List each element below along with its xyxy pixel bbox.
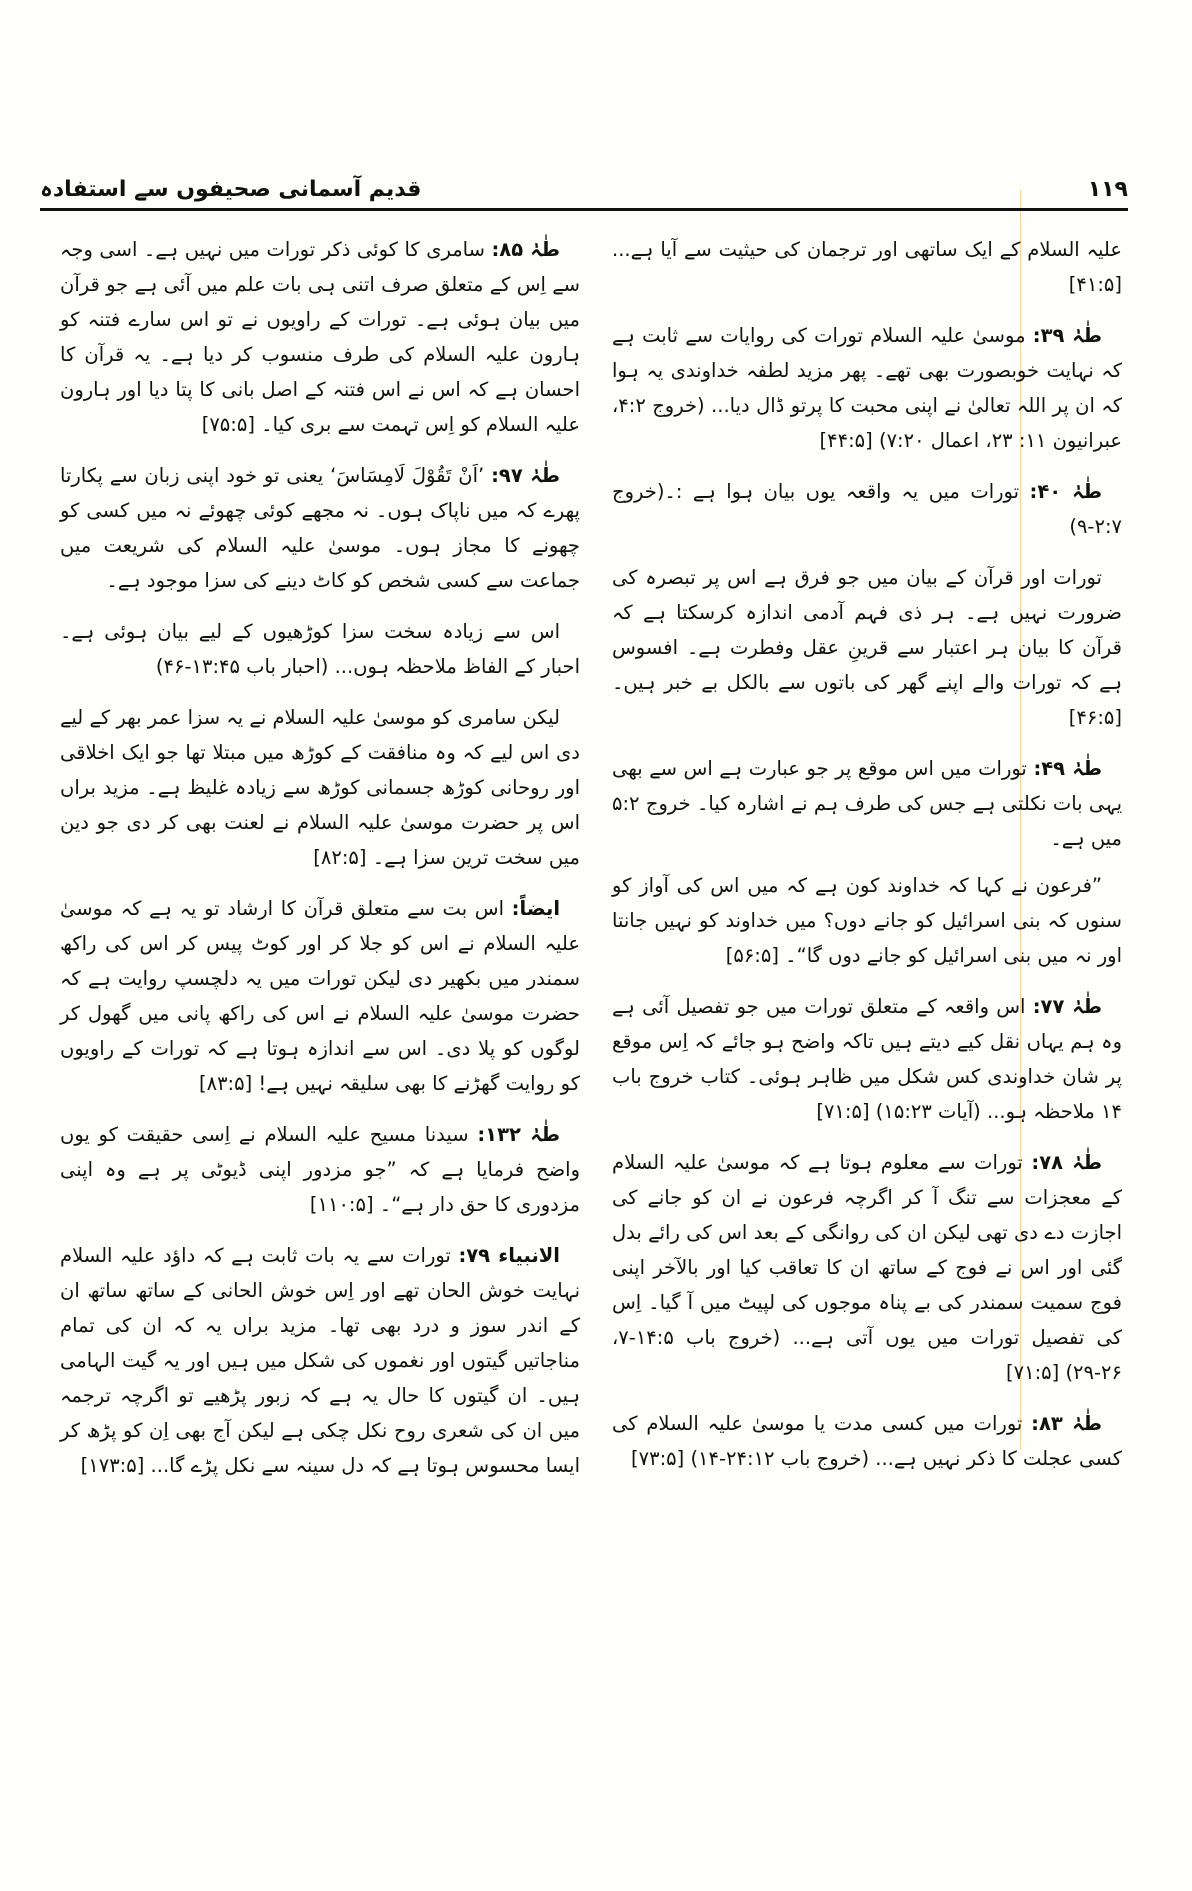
citation: [۷۳:۵] xyxy=(631,1447,685,1470)
citation: [۱۷۳:۵] xyxy=(80,1454,145,1477)
citation: [۷۵:۵] xyxy=(201,413,255,436)
paragraph xyxy=(60,458,580,598)
citation: [۵۶:۵] xyxy=(725,944,779,967)
citation: [۷۱:۵] xyxy=(1006,1361,1060,1384)
paragraph xyxy=(612,318,1122,458)
verse-reference: طٰہٰ ۹۷: xyxy=(491,464,560,487)
verse-reference: طٰہٰ ۱۳۲: xyxy=(477,1123,560,1146)
verse-reference: طٰہٰ ۷۸: xyxy=(1031,1151,1102,1174)
left-column xyxy=(60,232,580,1499)
paragraph-text: سامری کا کوئی ذکر تورات میں نہیں ہے۔ اسی وجہ سے اِس کے متعلق صرف اتنی ہی بات علم میں آئی ہے جو قرآن میں بیان ہوئی ہے۔ تورات کے راویوں نے تو اس سارے فتنہ کو ہارون علیہ السلام کی طرف منسوب کر دیا ہے۔ یہ قرآن کا احسان ہے کہ اس نے اس فتنہ کے اصل بانی کا پتا دیا اور ہارون علیہ السلام کو اِس تہمت سے بری کیا۔ xyxy=(60,238,580,436)
paragraph-text: سیدنا مسیح علیہ السلام نے اِسی حقیقت کو یوں واضح فرمایا ہے کہ ”جو مزدور اپنی ڈیوٹی پر ہے وہ اپنی مزدوری کا حق دار ہے“۔ xyxy=(60,1123,580,1216)
paragraph-text: اس بت سے متعلق قرآن کا ارشاد تو یہ ہے کہ موسیٰ علیہ السلام نے اس کو جلا کر اور کوٹ پیس کر اس کی راکھ سمندر میں بکھیر دی لیکن تورات میں یہ دلچسپ روایت ہے کہ حضرت موسیٰ علیہ السلام نے اس کی راکھ پانی میں گھول کر لوگوں کو پلا دی۔ اس سے اندازہ ہوتا ہے کہ تورات کے راویوں کو روایت گھڑنے کا بھی سلیقہ نہیں ہے! xyxy=(60,897,580,1095)
paragraph xyxy=(612,1406,1122,1476)
paragraph-text: تورات اور قرآن کے بیان میں جو فرق ہے اس پر تبصرہ کی ضرورت نہیں ہے۔ ہر ذی فہم آدمی اندازہ کرسکتا ہے کہ قرآن کا بیان ہر اعتبار سے قرینِ عقل وفطرت ہے۔ افسوس ہے کہ تورات والے اپنے گھر کی باتوں سے بالکل بے خبر ہیں۔ xyxy=(612,566,1122,694)
page-header xyxy=(40,160,1128,210)
paragraph xyxy=(612,474,1122,544)
verse-reference: طٰہٰ ۸۳: xyxy=(1031,1412,1102,1435)
citation: [۸۳:۵] xyxy=(199,1072,253,1095)
paragraph-text: تورات میں اس موقع پر جو عبارت ہے اس سے بھی یہی بات نکلتی ہے جس کی طرف ہم نے اشارہ کیا۔ خروج ۵:۲ میں ہے۔ xyxy=(612,757,1122,850)
paragraph xyxy=(612,1145,1122,1390)
paragraph-text: ’اَنْ تَقُوْلَ لَامِسَاسَ‘ یعنی تو خود اپنی زبان سے پکارتا پھرے کہ میں ناپاک ہوں۔ نہ مجھے کوئی چھوئے نہ میں کسی کو چھونے کا مجاز ہوں۔ موسیٰ علیہ السلام کی شریعت میں جماعت سے کسی شخص کو کاٹ دینے کی سزا موجود ہے۔ xyxy=(60,464,580,592)
right-column xyxy=(612,232,1122,1492)
paragraph xyxy=(612,751,1122,856)
paragraph-text: تورات میں کسی مدت یا موسیٰ علیہ السلام کی کسی عجلت کا ذکر نہیں ہے... (خروج باب ۲۴:۱۲-۱۴) xyxy=(612,1412,1122,1470)
citation: [۴۶:۵] xyxy=(1068,706,1122,729)
paragraph-text: لیکن سامری کو موسیٰ علیہ السلام نے یہ سزا عمر بھر کے لیے دی اس لیے کہ وہ منافقت کے کوڑھ میں مبتلا تھا جو ایک اخلاقی اور روحانی کوڑھ جسمانی کوڑھ سے زیادہ غلیظ ہے۔ مزید براں اس پر حضرت موسیٰ علیہ السلام نے لعنت بھی کر دی جو دین میں سخت ترین سزا ہے۔ xyxy=(60,706,580,869)
paragraph-text: موسیٰ علیہ السلام تورات کی روایات سے ثابت ہے کہ نہایت خوبصورت بھی تھے۔ پھر مزید لطفہ خداوندی یہ ہوا کہ ان پر اللہ تعالیٰ نے اپنی محبت کا پرتو ڈال دیا... (خروج ۴:۲، عبرانیون ۱۱: ۲۳، اعمال ۷:۲۰) xyxy=(612,324,1122,452)
paragraph-text: ”فرعون نے کہا کہ خداوند کون ہے کہ میں اس کی آواز کو سنوں کہ بنی اسرائیل کو جانے دوں؟ میں خداوند کو نہیں جانتا اور نہ میں بنی اسرائیل کو جانے دوں گا“۔ xyxy=(612,874,1122,967)
verse-reference: طٰہٰ ۴۹: xyxy=(1033,757,1102,780)
header-rule xyxy=(40,208,1128,211)
citation: [۴۱:۵] xyxy=(1068,273,1122,296)
citation: [۷۱:۵] xyxy=(816,1100,870,1123)
quotation-paragraph xyxy=(612,868,1122,973)
paragraph xyxy=(60,700,580,875)
citation: [۴۴:۵] xyxy=(819,429,873,452)
verse-reference: طٰہٰ ۴۰: xyxy=(1029,480,1102,503)
paragraph-text: علیہ السلام کے ایک ساتھی اور ترجمان کی حیثیت سے آیا ہے... xyxy=(612,238,1122,261)
verse-reference: طٰہٰ ۸۵: xyxy=(491,238,561,261)
paragraph-text: اس سے زیادہ سخت سزا کوڑھیوں کے لیے بیان ہوئی ہے۔ احبار کے الفاظ ملاحظہ ہوں... (احبار باب ۱۳:۴۵-۴۶) xyxy=(60,620,580,678)
verse-reference: طٰہٰ ۷۷: xyxy=(1032,995,1102,1018)
paragraph xyxy=(60,232,580,442)
citation: [۱۱۰:۵] xyxy=(309,1193,374,1216)
paragraph xyxy=(60,1117,580,1222)
paragraph-text: تورات سے یہ بات ثابت ہے کہ داؤد علیہ السلام نہایت خوش الحان تھے اور اِس خوش الحانی کے ساتھ ساتھ ان کے اندر سوز و درد بھی تھا۔ مزید براں یہ کہ ان کی تمام مناجاتیں گیتوں اور نغموں کی شکل میں ہیں اور یہ گیت الہامی ہیں۔ ان گیتوں کا حال یہ ہے کہ زبور پڑھیے تو اگرچہ ترجمہ میں ان کی شعری روح نکل چکی ہے لیکن آج بھی اِن کو پڑھ کر ایسا محسوس ہوتا ہے کہ دل سینہ سے نکل پڑے گا... xyxy=(60,1244,580,1477)
paragraph-text: اس واقعہ کے متعلق تورات میں جو تفصیل آئی ہے وہ ہم یہاں نقل کیے دیتے ہیں تاکہ واضح ہو جائے کہ اِس موقع پر شان خداوندی کس شکل میں ظاہر ہوئی۔ کتاب خروج باب ۱۴ ملاحظہ ہو... (آیات ۱۵:۲۳) xyxy=(612,995,1122,1123)
running-title: قدیم آسمانی صحیفوں سے استفادہ xyxy=(40,177,422,202)
paragraph xyxy=(612,560,1122,735)
paragraph-text: تورات سے معلوم ہوتا ہے کہ موسیٰ علیہ السلام کے معجزات سے تنگ آ کر اگرچہ فرعون نے ان کو جانے کی اجازت دے دی تھی لیکن ان کی روانگی کے بعد اس کی رائے بدل گئی اور اس نے فوج کے ساتھ ان کا تعاقب کیا اور بالآخر اپنی فوج سمیت سمندر کی بے پناہ موجوں کی لپیٹ میں آ گیا۔ اِس کی تفصیل تورات میں یوں آتی ہے... (خروج باب ۱۴:۵-۷، ۲۶-۲۹) xyxy=(612,1151,1122,1384)
paragraph xyxy=(612,989,1122,1129)
paragraph xyxy=(60,891,580,1101)
verse-reference: الانبیاء ۷۹: xyxy=(458,1244,560,1267)
page-number: ۱۱۹ xyxy=(1087,177,1128,202)
paragraph xyxy=(612,232,1122,302)
verse-reference: ایضاً: xyxy=(511,897,560,920)
paragraph xyxy=(60,1238,580,1483)
citation: [۸۲:۵] xyxy=(313,846,367,869)
paragraph-text: تورات میں یہ واقعہ یوں بیان ہوا ہے :۔(خروج ۲:۷-۹) xyxy=(612,480,1122,538)
verse-reference: طٰہٰ ۳۹: xyxy=(1032,324,1102,347)
paragraph xyxy=(60,614,580,684)
